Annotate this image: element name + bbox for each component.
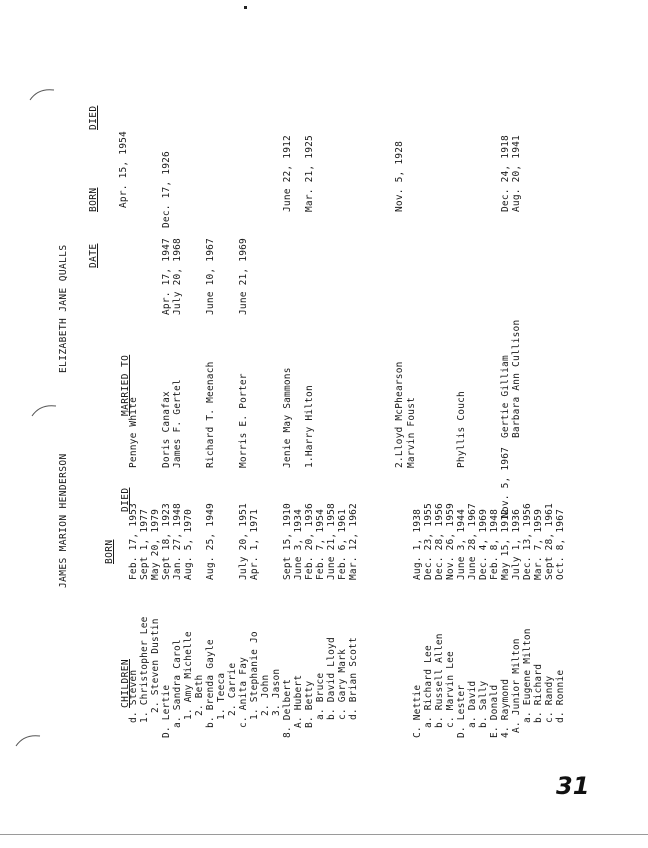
born-date: Feb. 17, 1953: [128, 503, 139, 580]
married-to: Doris Canafax: [161, 391, 172, 468]
child-name: 2. John: [260, 674, 271, 716]
child-name: C. Nettie: [412, 684, 423, 738]
born-date: Mar. 7, 1959: [533, 508, 544, 580]
spouse-born: Mar. 21, 1925: [304, 135, 315, 212]
born-date: Dec. 28, 1956: [434, 503, 445, 580]
child-name: 3. Jason: [271, 668, 282, 716]
child-name: b. Brenda Gayle: [205, 639, 216, 728]
born-date: Dec. 13, 1956: [522, 503, 533, 580]
married-to: James F. Gertel: [172, 379, 183, 468]
child-name: d. Ronnie: [555, 669, 566, 723]
child-name: E. Donald: [489, 684, 500, 738]
child-name: 1. Amy Michelle: [183, 631, 194, 720]
mother-header: ELIZABETH JANE QUALLS: [58, 244, 69, 373]
spouse-born: June 22, 1912: [282, 135, 293, 212]
born-date: Dec. 23, 1955: [423, 503, 434, 580]
child-name: 2. Carrie: [227, 662, 238, 716]
born-date: Sept 15, 1910: [282, 503, 293, 580]
scan-mark-bottom-left: [14, 730, 44, 750]
col-died: DIED: [120, 487, 131, 512]
child-name: A. Hubert: [293, 674, 304, 728]
col-married-to: MARRIED TO: [120, 354, 131, 416]
child-name: B. Betty: [304, 680, 315, 728]
page-number: 31: [556, 772, 590, 800]
born-date: Oct. 8, 1967: [555, 508, 566, 580]
child-name: a. Richard Lee: [423, 645, 434, 728]
child-name: c. Gary Mark: [337, 648, 348, 720]
marriage-date: July 20, 1968: [172, 238, 183, 315]
bottom-scan-line: [0, 834, 648, 835]
scan-mark-middle-left: [30, 400, 60, 420]
born-date: June 21, 1958: [326, 503, 337, 580]
child-name: d. Brian Scott: [348, 637, 359, 720]
married-to: Marvin Foust: [406, 396, 417, 468]
born-date: May 20, 1979: [150, 508, 161, 580]
born-date: Apr. 1, 1971: [249, 508, 260, 580]
child-name: b. Sally: [478, 680, 489, 728]
child-name: A. Junior Milton: [511, 638, 522, 733]
scan-mark-top-left: [28, 84, 58, 104]
child-name: a. Sandra Carol: [172, 639, 183, 728]
married-to: 2.Lloyd McPhearson: [394, 361, 405, 468]
born-date: Mar. 12, 1962: [348, 503, 359, 580]
child-name: c. Randy: [544, 675, 555, 723]
born-date: Aug. 5, 1970: [183, 508, 194, 580]
married-to: Gertie Gilliam: [500, 355, 511, 438]
child-name: 1. Christopher Lee: [139, 616, 150, 723]
child-name: D. Lester: [456, 684, 467, 738]
col-date: DATE: [88, 243, 99, 268]
born-date: May 15, 1912: [500, 508, 511, 580]
born-date: Aug. 1, 1938: [412, 508, 423, 580]
father-header: JAMES MARION HENDERSON: [58, 453, 69, 588]
born-date: June 3, 1934: [293, 508, 304, 580]
spouse-born: Dec. 17, 1926: [161, 151, 172, 228]
child-name: c. Anita Fay: [238, 656, 249, 728]
born-date: June 3, 1944: [456, 508, 467, 580]
child-name: b. David Lloyd: [326, 637, 337, 720]
child-name: a. Bruce: [315, 672, 326, 720]
child-name: c. Marvin Lee: [445, 651, 456, 728]
born-date: Nov. 26, 1959: [445, 503, 456, 580]
marriage-date: Apr. 17, 1947: [161, 238, 172, 315]
child-name: b. Russell Allen: [434, 633, 445, 728]
born-date: July 1, 1936: [511, 508, 522, 580]
child-name: D. Lertie: [161, 684, 172, 738]
child-name: 1. Teeca: [216, 672, 227, 720]
child-name: 8. Delbert: [282, 678, 293, 738]
child-name: b. Richard: [533, 663, 544, 723]
born-date: Jan. 27, 1948: [172, 503, 183, 580]
col-born: BORN: [104, 539, 115, 564]
born-date: July 20, 1951: [238, 503, 249, 580]
scan-speck: [244, 6, 247, 9]
child-name: 2. Beth: [194, 674, 205, 716]
child-name: 2. Steven Dustin: [150, 618, 161, 713]
married-to: Richard T. Meenach: [205, 361, 216, 468]
married-to: Barbara Ann Cullison: [511, 319, 522, 438]
born-date: Feb. 6, 1961: [337, 508, 348, 580]
married-to: Morris E. Porter: [238, 373, 249, 468]
born-date: June 28, 1967: [467, 503, 478, 580]
child-name: 1. Stephanie Jo: [249, 631, 260, 720]
married-to: Phyllis Couch: [456, 391, 467, 468]
died-date: Nov. 5, 1967: [500, 446, 511, 518]
married-to: Jenie May Sammons: [282, 367, 293, 468]
born-date: Feb. 20, 1936: [304, 503, 315, 580]
spouse-born: Aug. 20, 1941: [511, 135, 522, 212]
married-to: 1.Harry Hilton: [304, 385, 315, 468]
born-date: Feb. 7, 1954: [315, 508, 326, 580]
born-date: Feb. 8, 1948: [489, 508, 500, 580]
spouse-born: Apr. 15, 1954: [118, 131, 129, 208]
child-name: a. David: [467, 680, 478, 728]
born-date: Aug. 25, 1949: [205, 503, 216, 580]
col-spouse-died: DIED: [88, 105, 99, 130]
marriage-date: June 10, 1967: [205, 238, 216, 315]
born-date: Sept 28, 1961: [544, 503, 555, 580]
child-name: a. Eugene Milton: [522, 628, 533, 723]
spouse-born: Dec. 24, 1918: [500, 135, 511, 212]
married-to: Pennye White: [128, 396, 139, 468]
child-name: d. Steven: [128, 669, 139, 723]
marriage-date: June 21, 1969: [238, 238, 249, 315]
born-date: Dec. 4, 1969: [478, 508, 489, 580]
col-children: CHILDREN: [120, 659, 131, 708]
born-date: Sept 18, 1923: [161, 503, 172, 580]
child-name: 4. Raymond: [500, 678, 511, 738]
col-spouse-born: BORN: [88, 187, 99, 212]
spouse-born: Nov. 5, 1928: [394, 140, 405, 212]
born-date: Sept 1, 1977: [139, 508, 150, 580]
